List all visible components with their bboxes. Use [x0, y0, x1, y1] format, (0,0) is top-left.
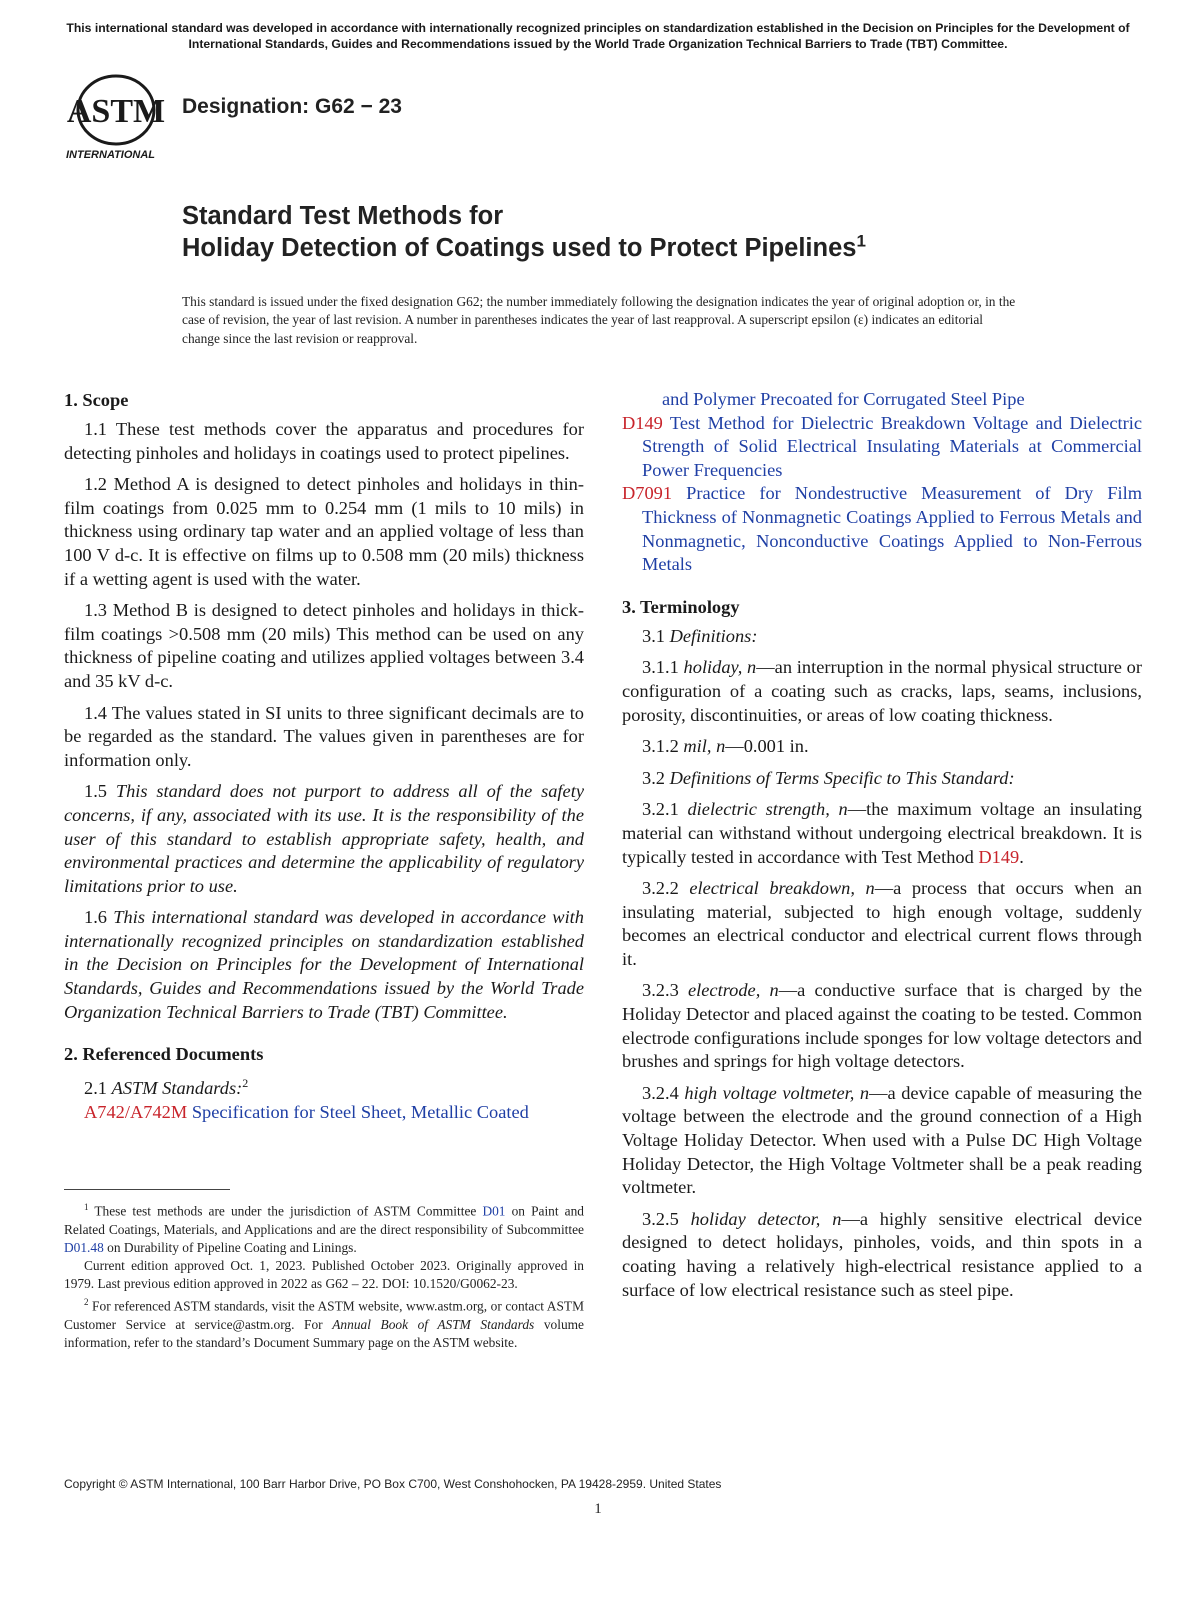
para-1-2: 1.2 Method A is designed to detect pinholes and holidays in thin-film coatings from 0.025 mm to 0.254 mm (1 mils to 10 mils) in thickness using ordinary tap water and an applied voltage of less than 100 V d-c. It is effective on films up to 0.508 mm (20 mils) thickness if a wetting agent is used with the water.	[64, 474, 584, 589]
para-3-1: 3.1 Definitions:	[642, 625, 758, 646]
wto-notice: This international standard was developed in accordance with internationally recognized principles on standardization established in the Decision on Principles for the Development of International Standards, Guides and Recommendations issued by the World Trade Organization Technical Barriers to Trade (TBT) Committee.	[66, 21, 1130, 51]
title-line-1: Standard Test Methods for	[182, 202, 504, 230]
footnote-edition: Current edition approved Oct. 1, 2023. Published October 2023. Originally approved in 1979. Last previous edition approved in 2022 as G62 – 22. DOI: 10.1520/G0062-23.	[64, 1258, 584, 1292]
term-holiday: 3.1.1 holiday, n—an interruption in the normal physical structure or configuration of a coating such as cracks, laps, seams, inclusions, porosity, discontinuities, or areas of low coating thickness.	[622, 657, 1142, 725]
page-number: 1	[594, 1501, 602, 1517]
section-terminology-heading: 3. Terminology	[622, 596, 740, 617]
footnote-2: $^2$ For referenced ASTM standards, visit the ASTM website, www.astm.org, or contact ASTM Customer Service at service@astm.org. For Annual Book of ASTM Standards volume information, refer to the standard’s Document Summary page on the ASTM website.	[64, 1297, 584, 1351]
para-2-1: 2.1 ASTM Standards:$^2$	[84, 1076, 249, 1099]
ref-d149	[622, 412, 1142, 483]
section-refs-heading: 2. Referenced Documents	[64, 1044, 264, 1065]
para-1-4: 1.4 The values stated in SI units to three significant decimals are to be regarded as the standard. The values given in parentheses are for information only.	[64, 702, 584, 770]
ref-title-d7091[interactable]: Practice for Nondestructive Measurement of Dry Film Thickness of Nonmagnetic Coatings Applied to Ferrous Metals and Nonmagnetic, Nonconductive Coatings Applied to Non-Ferrous Metals	[642, 483, 1142, 575]
term-mil: 3.1.2 mil, n—0.001 in.	[642, 736, 809, 757]
ref-d7091	[622, 482, 1142, 576]
preface-note: This standard is issued under the fixed designation G62; the number immediately following the designation indicates the year of original adoption or, in the case of revision, the year of last revision. A number in parentheses indicates the year of last reapproval. A superscript epsilon (ε) indicates an editorial change since the last revision or reapproval.	[182, 294, 1016, 346]
link-d149[interactable]: D149	[978, 846, 1020, 867]
para-1-6: 1.6 This international standard was developed in accordance with internationally recognized principles on standardization established in the Decision on Principles for the Development of International Standards, Guides and Recommendations issued by the World Trade Organization Technical Barriers to Trade (TBT) Committee.	[64, 907, 584, 1022]
ref-code-d7091[interactable]: D7091	[622, 483, 673, 504]
para-1-1: 1.1 These test methods cover the apparatus and procedures for detecting pinholes and holidays in coatings used to protect pipelines.	[64, 419, 584, 463]
logo-letters: ASTM	[66, 93, 166, 130]
para-3-2: 3.2 Definitions of Terms Specific to This Standard:	[642, 767, 1015, 788]
link-d01[interactable]: D01	[482, 1203, 506, 1219]
para-1-5: 1.5 This standard does not purport to address all of the safety concerns, if any, associated with its use. It is the responsibility of the user of this standard to establish appropriate safety, health, and environmental practices and determine the applicability of regulatory limitations prior to use.	[64, 781, 584, 896]
term-holiday-detector: 3.2.5 holiday detector, n—a highly sensitive electrical device designed to detect holidays, pinholes, voids, and thin spots in a coating having a relatively high-electrical resistance applied to a surface of low electrical resistance such as steel pipe.	[622, 1208, 1142, 1300]
astm-logo-icon	[64, 70, 174, 166]
title-line-2: Holiday Detection of Coatings used to Protect Pipelines$^1$	[182, 231, 866, 262]
right-column	[622, 388, 1142, 1310]
section-scope-heading: 1. Scope	[64, 390, 129, 410]
ref-code-a742[interactable]: A742/A742M	[84, 1101, 188, 1122]
ref-title-a742[interactable]: Specification for Steel Sheet, Metallic Coated	[191, 1101, 529, 1122]
ref-title-d149[interactable]: Test Method for Dielectric Breakdown Voltage and Dielectric Strength of Solid Electrical Insulating Materials at Commercial Power Frequencies	[642, 412, 1142, 480]
para-1-3: 1.3 Method B is designed to detect pinholes and holidays in thick-film coatings >0.508 mm (20 mils) This method can be used on any thickness of pipeline coating and utilizes applied voltages between 3.4 and 35 kV d-c.	[64, 600, 584, 691]
term-electrical-breakdown: 3.2.2 electrical breakdown, n—a process that occurs when an insulating material, subjected to high enough voltage, suddenly becomes an electrical conductor and electrical current flows through it.	[622, 878, 1142, 969]
footnote-1: $^1$ These test methods are under the jurisdiction of ASTM Committee D01 on Paint and Related Coatings, Materials, and Applications and are the direct responsibility of Subcommittee D01.48 on Durability of Pipeline Coating and Linings.	[64, 1202, 585, 1255]
title-footnote-ref[interactable]: 1	[856, 231, 866, 251]
term-high-voltage-voltmeter: 3.2.4 high voltage voltmeter, n—a device capable of measuring the voltage between the electrode and the ground connection of a High Voltage Holiday Detector. When used with a Pulse DC High Voltage Holiday Detector, the High Voltage Voltmeter shall be a peak reading voltmeter.	[622, 1082, 1143, 1198]
designation: Designation: G62 − 23	[182, 95, 402, 118]
term-dielectric-strength: 3.2.1 dielectric strength, n—the maximum voltage an insulating material can withstand without undergoing electrical breakdown. It is typically tested in accordance with Test Method D149.	[622, 799, 1142, 867]
footnote-divider	[64, 1189, 230, 1190]
logo-word: INTERNATIONAL	[66, 149, 156, 161]
footnotes	[64, 1198, 584, 1353]
astm-logo	[64, 70, 174, 166]
left-column	[64, 388, 584, 1125]
ref-a742	[64, 1101, 584, 1125]
document-title	[182, 200, 866, 264]
ref-a742-cont: and Polymer Precoated for Corrugated Steel Pipe	[662, 389, 1025, 409]
copyright-line: Copyright © ASTM International, 100 Barr Harbor Drive, PO Box C700, West Conshohocken, PA 19428-2959. United States	[64, 1477, 722, 1491]
term-electrode: 3.2.3 electrode, n—a conductive surface that is charged by the Holiday Detector and placed against the coating to be tested. Common electrode configurations include sponges for low voltage detectors and brushes and springs for high voltage detectors.	[622, 980, 1142, 1072]
ref-code-d149[interactable]: D149	[622, 412, 663, 433]
link-d01-48[interactable]: D01.48	[64, 1239, 104, 1255]
